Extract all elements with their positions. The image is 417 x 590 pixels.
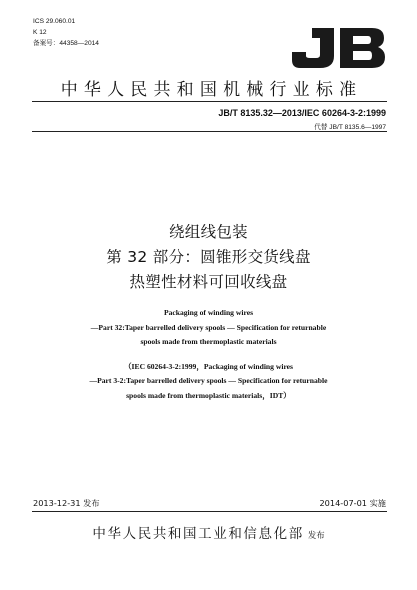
ics-code: ICS 29.060.01 (33, 18, 76, 25)
header-divider (32, 131, 387, 132)
record-number: 备案号：44358—2014 (33, 40, 99, 47)
implement-date: 2014-07-01 实施 (319, 498, 386, 508)
title-zh-line-1: 绕组线包装 (168, 223, 248, 241)
bottom-divider (32, 511, 387, 512)
title-zh-line-2: 第 32 部分：圆锥形交货线盘 (106, 248, 311, 266)
title-en-line-2: —Part 32:Taper barrelled delivery spools — Specification for returnable (90, 323, 327, 332)
jb-logo-j (292, 28, 334, 68)
issuer (0, 522, 417, 542)
title-zh-line-3: 热塑性材料可回收线盘 (129, 273, 288, 291)
issuer-name: 中华人民共和国工业和信息化部 (92, 526, 304, 542)
iec-line-2: —Part 3-2:Taper barrelled delivery spools — Specification for returnable (89, 376, 328, 385)
replaces-note: 代替 JB/T 8135.6—1997 (314, 124, 386, 131)
jb-logo-b (340, 28, 385, 68)
issuer-suffix: 发布 (307, 530, 325, 540)
top-divider (32, 101, 387, 102)
standard-number: JB/T 8135.32—2013/IEC 60264-3-2:1999 (218, 108, 386, 118)
iec-line-1: （IEC 60264-3-2:1999，Packaging of winding wires (123, 362, 294, 371)
jb-logo (290, 26, 386, 70)
category-code: K 12 (33, 29, 47, 36)
title-en-line-1: Packaging of winding wires (163, 308, 254, 317)
industry-standard-title: 中华人民共和国机械行业标准 (60, 80, 363, 100)
iec-line-3: spools made from thermoplastic materials，IDT） (126, 391, 291, 400)
title-en-line-3: spools made from thermoplastic materials (140, 337, 277, 346)
publish-date: 2013-12-31 发布 (33, 498, 100, 508)
